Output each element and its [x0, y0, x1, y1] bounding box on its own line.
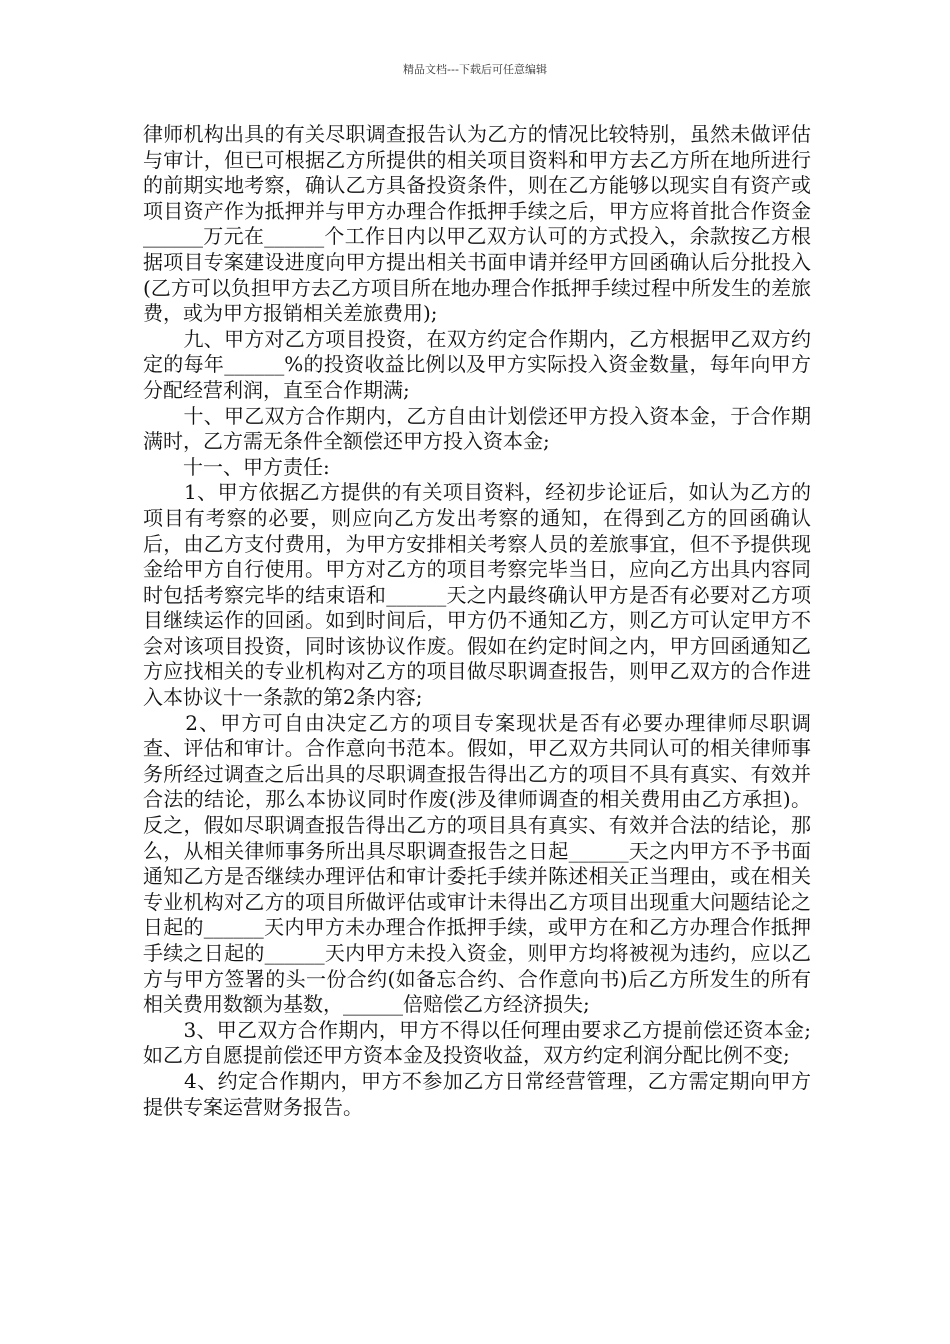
page-header: 精品文档---下载后可任意编辑	[403, 63, 547, 76]
paragraph-clause-2: 2、甲方可自由决定乙方的项目专案现状是否有必要办理律师尽职调查、评估和审计。合作意向书范本。假如，甲乙双方共同认可的相关律师事务所经过调查之后出具的尽职调查报告得出乙方的项目不具有真实、有效并合法的结论，那么本协议同时作废(涉及律师调查的相关费用由乙方承担)。反之，假如尽职调查报告得出乙方的项目具有真实、有效并合法的结论，那么，从相关律师事务所出具尽职调查报告之日起______天之内甲方不予书面通知乙方是否继续办理评估和审计委托手续并陈述相关正当理由，或在相关专业机构对乙方的项目所做评估或审计未得出乙方项目出现重大问题结论之日起的______天内甲方未办理合作抵押手续，或甲方在和乙方办理合作抵押手续之日起的______天内甲方未投入资金，则甲方均将被视为违约，应以乙方与甲方签署的头一份合约(如备忘合约、合作意向书)后乙方所发生的所有相关费用数额为基数，______倍赔偿乙方经济损失;	[143, 710, 811, 1017]
paragraph-article-10: 十、甲乙双方合作期内，乙方自由计划偿还甲方投入资本金，于合作期满时，乙方需无条件全额偿还甲方投入资本金;	[143, 403, 811, 454]
document-body	[143, 122, 811, 1120]
paragraph-clause-1: 1、甲方依据乙方提供的有关项目资料，经初步论证后，如认为乙方的项目有考察的必要，则应向乙方发出考察的通知，在得到乙方的回函确认后，由乙方支付费用，为甲方安排相关考察人员的差旅事宜，但不予提供现金给甲方自行使用。甲方对乙方的项目考察完毕当日，应向乙方出具内容同时包括考察完毕的结束语和______天之内最终确认甲方是否有必要对乙方项目继续运作的回函。如到时间后，甲方仍不通知乙方，则乙方可认定甲方不会对该项目投资，同时该协议作废。假如在约定时间之内，甲方回函通知乙方应找相关的专业机构对乙方的项目做尽职调查报告，则甲乙双方的合作进入本协议十一条款的第2条内容;	[143, 480, 811, 710]
paragraph-article-11-heading: 十一、甲方责任:	[143, 454, 330, 479]
paragraph-clause-4: 4、约定合作期内，甲方不参加乙方日常经营管理，乙方需定期向甲方提供专案运营财务报告。	[143, 1068, 811, 1119]
paragraph-continuation: 律师机构出具的有关尽职调查报告认为乙方的情况比较特别，虽然未做评估与审计，但已可根据乙方所提供的相关项目资料和甲方去乙方所在地所进行的前期实地考察，确认乙方具备投资条件，则在乙方能够以现实自有资产或项目资产作为抵押并与甲方办理合作抵押手续之后，甲方应将首批合作资金______万元在______个工作日内以甲乙双方认可的方式投入，余款按乙方根据项目专案建设进度向甲方提出相关书面申请并经甲方回函确认后分批投入(乙方可以负担甲方去乙方项目所在地办理合作抵押手续过程中所发生的差旅费，或为甲方报销相关差旅费用);	[143, 122, 811, 326]
paragraph-article-9: 九、甲方对乙方项目投资，在双方约定合作期内，乙方根据甲乙双方约定的每年______%的投资收益比例以及甲方实际投入资金数量，每年向甲方分配经营利润，直至合作期满;	[143, 326, 811, 402]
paragraph-clause-3: 3、甲乙双方合作期内，甲方不得以任何理由要求乙方提前偿还资本金;如乙方自愿提前偿还甲方资本金及投资收益，双方约定利润分配比例不变;	[143, 1017, 811, 1068]
